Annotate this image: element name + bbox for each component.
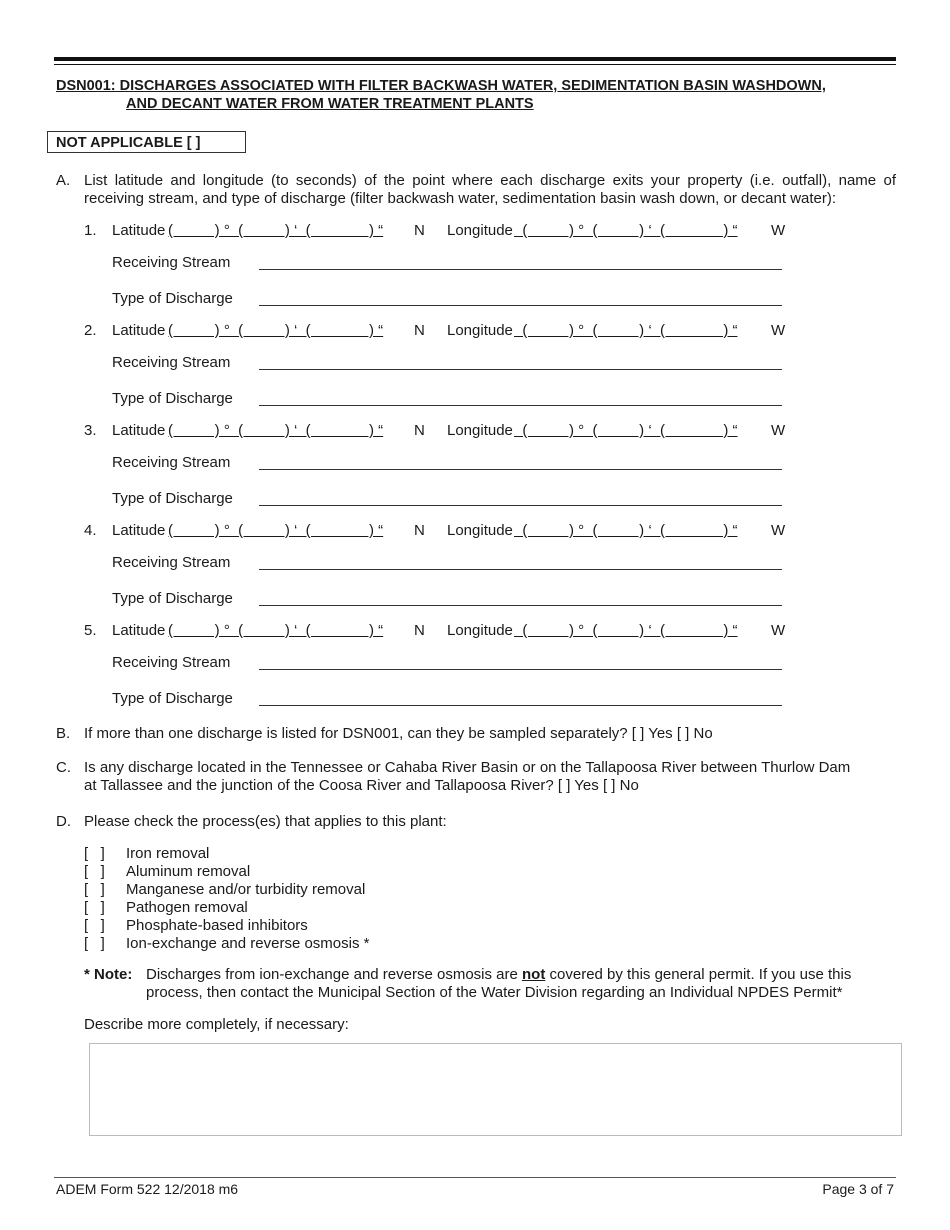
receiving-stream-field[interactable]: [259, 369, 782, 370]
latitude-field[interactable]: ( ) ° ( ) ‘ ( ) “: [168, 322, 384, 339]
top-thick-rule: [54, 57, 896, 61]
receiving-stream-field[interactable]: [259, 669, 782, 670]
longitude-label: Longitude: [447, 622, 513, 639]
west-label: W: [771, 222, 786, 239]
note-not: not: [522, 966, 546, 983]
latitude-field[interactable]: ( ) ° ( ) ‘ ( ) “: [168, 622, 384, 639]
west-label: W: [771, 322, 786, 339]
west-label: W: [771, 622, 786, 639]
section-c-letter: C.: [56, 759, 71, 776]
entry-number: 4.: [84, 522, 97, 539]
top-thin-rule: [54, 64, 896, 65]
process-checkbox[interactable]: [ ]: [84, 863, 105, 880]
longitude-field[interactable]: ( ) ° ( ) ‘ ( ) “: [514, 522, 738, 539]
process-checkbox[interactable]: [ ]: [84, 899, 105, 916]
process-label: Aluminum removal: [126, 863, 251, 880]
entry-number: 2.: [84, 322, 97, 339]
process-label: Iron removal: [126, 845, 210, 862]
longitude-field[interactable]: ( ) ° ( ) ‘ ( ) “: [514, 222, 738, 239]
receiving-stream-field[interactable]: [259, 469, 782, 470]
receiving-stream-label: Receiving Stream: [112, 654, 231, 671]
process-checkbox[interactable]: [ ]: [84, 917, 105, 934]
describe-label: Describe more completely, if necessary:: [84, 1016, 349, 1033]
longitude-field[interactable]: ( ) ° ( ) ‘ ( ) “: [514, 622, 738, 639]
discharge-type-field[interactable]: [259, 505, 782, 506]
latitude-field[interactable]: ( ) ° ( ) ‘ ( ) “: [168, 222, 384, 239]
north-label: N: [414, 322, 425, 339]
receiving-stream-label: Receiving Stream: [112, 354, 231, 371]
discharge-type-field[interactable]: [259, 405, 782, 406]
entry-number: 5.: [84, 622, 97, 639]
latitude-label: Latitude: [112, 422, 166, 439]
north-label: N: [414, 222, 425, 239]
latitude-label: Latitude: [112, 322, 166, 339]
note-line-1: [146, 966, 851, 984]
north-label: N: [414, 622, 425, 639]
discharge-type-field[interactable]: [259, 305, 782, 306]
receiving-stream-label: Receiving Stream: [112, 254, 231, 271]
discharge-type-label: Type of Discharge: [112, 690, 233, 707]
longitude-field[interactable]: ( ) ° ( ) ‘ ( ) “: [514, 422, 738, 439]
longitude-label: Longitude: [447, 422, 513, 439]
discharge-type-field[interactable]: [259, 705, 782, 706]
discharge-type-label: Type of Discharge: [112, 490, 233, 507]
process-label: Phosphate-based inhibitors: [126, 917, 308, 934]
longitude-label: Longitude: [447, 222, 513, 239]
section-d-text: Please check the process(es) that applies to this plant:: [84, 813, 447, 830]
footer-form-id: ADEM Form 522 12/2018 m6: [56, 1181, 239, 1197]
latitude-label: Latitude: [112, 222, 166, 239]
note-line-2: process, then contact the Municipal Section of the Water Division regarding an Individual NPDES Permit*: [146, 984, 843, 1001]
process-label: Ion-exchange and reverse osmosis *: [126, 935, 370, 952]
section-a-letter: A.: [56, 172, 71, 189]
latitude-label: Latitude: [112, 622, 166, 639]
discharge-type-label: Type of Discharge: [112, 590, 233, 607]
west-label: W: [771, 422, 786, 439]
note-label: * Note:: [84, 966, 133, 983]
longitude-field[interactable]: ( ) ° ( ) ‘ ( ) “: [514, 322, 738, 339]
process-checkbox[interactable]: [ ]: [84, 845, 105, 862]
process-label: Manganese and/or turbidity removal: [126, 881, 366, 898]
process-checkbox[interactable]: [ ]: [84, 881, 105, 898]
describe-textarea[interactable]: [89, 1043, 902, 1136]
latitude-field[interactable]: ( ) ° ( ) ‘ ( ) “: [168, 522, 384, 539]
heading-line-1: DSN001: DISCHARGES ASSOCIATED WITH FILTER BACKWASH WATER, SEDIMENTATION BASIN WASHDOWN,: [56, 78, 826, 94]
latitude-field[interactable]: ( ) ° ( ) ‘ ( ) “: [168, 422, 384, 439]
west-label: W: [771, 522, 786, 539]
process-label: Pathogen removal: [126, 899, 248, 916]
discharge-type-label: Type of Discharge: [112, 390, 233, 407]
north-label: N: [414, 422, 425, 439]
entry-number: 1.: [84, 222, 97, 239]
entry-number: 3.: [84, 422, 97, 439]
section-b-question[interactable]: If more than one discharge is listed for DSN001, can they be sampled separately? [ ] Yes [ ] No: [84, 725, 713, 742]
receiving-stream-field[interactable]: [259, 569, 782, 570]
latitude-label: Latitude: [112, 522, 166, 539]
footer-page-number: Page 3 of 7: [822, 1181, 894, 1197]
discharge-type-field[interactable]: [259, 605, 782, 606]
section-b-letter: B.: [56, 725, 71, 742]
section-a-text: List latitude and longitude (to seconds) of the point where each discharge exits your property (i.e. outfall), name of receiving stream, and type of discharge (filter backwash water, sedimentation basin wash down, or decant water):: [84, 172, 896, 207]
longitude-label: Longitude: [447, 522, 513, 539]
section-d-letter: D.: [56, 813, 71, 830]
note-text-b: covered by this general permit. If you use this: [545, 966, 852, 983]
longitude-label: Longitude: [447, 322, 513, 339]
discharge-type-label: Type of Discharge: [112, 290, 233, 307]
section-heading: [56, 77, 896, 113]
north-label: N: [414, 522, 425, 539]
note-text-a: Discharges from ion-exchange and reverse osmosis are: [146, 966, 523, 983]
receiving-stream-label: Receiving Stream: [112, 454, 231, 471]
receiving-stream-field[interactable]: [259, 269, 782, 270]
section-c-line-2[interactable]: at Tallassee and the junction of the Coosa River and Tallapoosa River? [ ] Yes [ ] No: [84, 777, 639, 794]
heading-line-2: AND DECANT WATER FROM WATER TREATMENT PLANTS: [126, 96, 534, 112]
footer-rule: [54, 1177, 896, 1178]
receiving-stream-label: Receiving Stream: [112, 554, 231, 571]
process-checkbox[interactable]: [ ]: [84, 935, 105, 952]
not-applicable-checkbox[interactable]: NOT APPLICABLE [ ]: [47, 131, 246, 153]
section-c-line-1: Is any discharge located in the Tennessee or Cahaba River Basin or on the Tallapoosa River between Thurlow Dam: [84, 759, 851, 776]
